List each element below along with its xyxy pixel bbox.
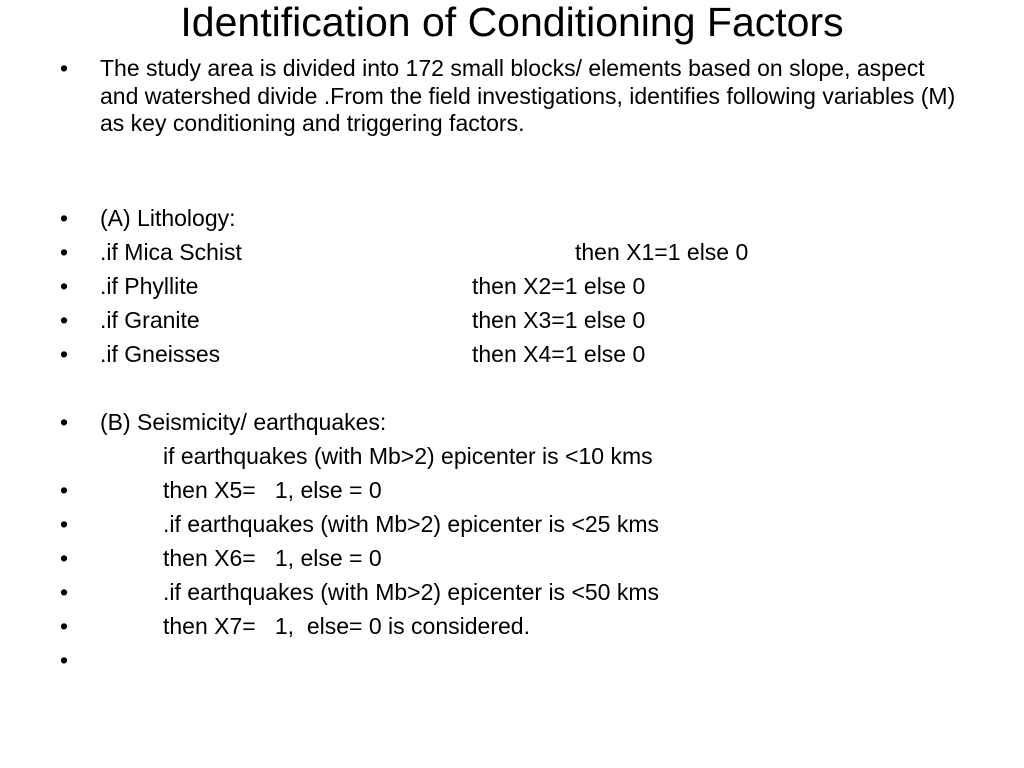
seismicity-text: then X5= 1, else = 0: [163, 477, 382, 503]
bullet-icon: •: [60, 545, 69, 571]
bullet-icon: •: [60, 409, 69, 435]
bullet-icon: •: [60, 613, 69, 639]
empty-bullet-row: [0, 647, 1024, 701]
lithology-condition: .if Granite: [100, 307, 200, 333]
bullet-icon: •: [60, 55, 69, 81]
seismicity-text: .if earthquakes (with Mb>2) epicenter is <50 kms: [163, 579, 660, 605]
lithology-condition: .if Phyllite: [100, 273, 199, 299]
lithology-condition: .if Mica Schist: [100, 239, 242, 265]
intro-paragraph: The study area is divided into 172 small blocks/ elements based on slope, aspect and watershed divide .From the field investigations, identifies following variables (M) as key conditioning and triggering factors.: [100, 55, 956, 136]
bullet-icon: •: [60, 579, 69, 605]
lithology-condition: .if Gneisses: [100, 341, 221, 367]
lithology-result: then X1=1 else 0: [575, 239, 749, 265]
bullet-icon: •: [60, 341, 69, 367]
bullet-icon: •: [60, 205, 69, 231]
slide-title: Identification of Conditioning Factors: [180, 0, 844, 45]
bullet-icon: •: [60, 239, 69, 265]
bullet-icon: •: [60, 511, 69, 537]
seismicity-heading: (B) Seismicity/ earthquakes:: [100, 409, 387, 435]
seismicity-text: .if earthquakes (with Mb>2) epicenter is <25 kms: [163, 511, 660, 537]
lithology-result: then X2=1 else 0: [472, 273, 646, 299]
seismicity-text: then X7= 1, else= 0 is considered.: [163, 613, 530, 639]
bullet-icon: •: [60, 477, 69, 503]
bullet-icon: •: [60, 307, 69, 333]
seismicity-text: if earthquakes (with Mb>2) epicenter is <10 kms: [163, 443, 653, 469]
lithology-result: then X4=1 else 0: [472, 341, 646, 367]
bullet-icon: •: [60, 273, 69, 299]
seismicity-text: then X6= 1, else = 0: [163, 545, 382, 571]
lithology-result: then X3=1 else 0: [472, 307, 646, 333]
lithology-heading: (A) Lithology:: [100, 205, 236, 231]
bullet-icon: •: [60, 647, 69, 673]
